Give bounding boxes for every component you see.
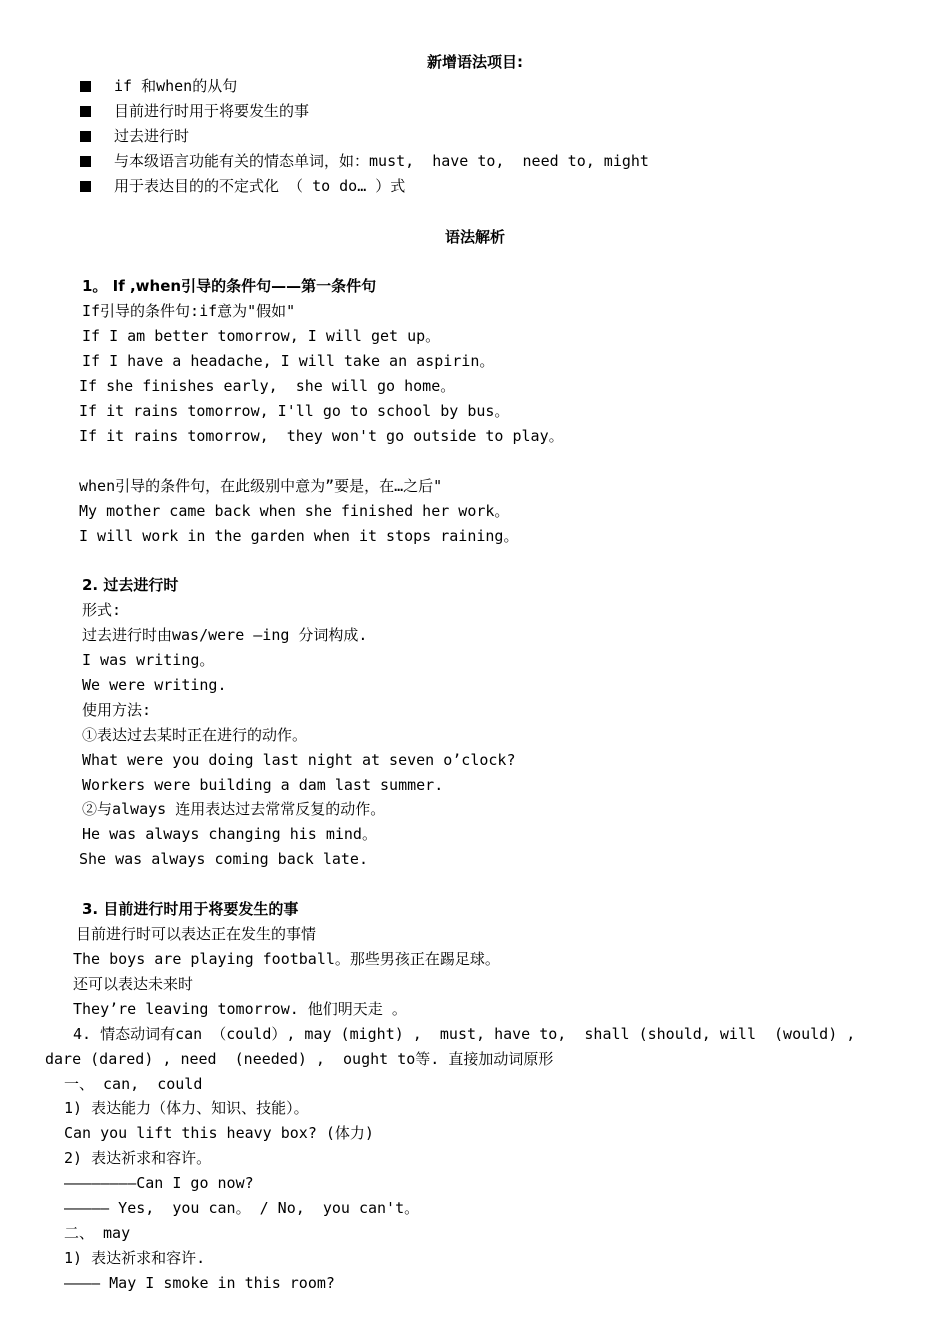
example-sentence: If it rains tomorrow, I'll go to school by bus。 [79, 402, 510, 420]
subsection-heading: 一、 can, could [64, 1075, 203, 1093]
example-sentence: My mother came back when she finished her work。 [79, 502, 510, 520]
example-sentence: They’re leaving tomorrow. 他们明天走 。 [73, 1000, 407, 1018]
text-line: 4. 情态动词有can （could）, may (might) , must, have to, shall (should, will (would) , [73, 1025, 856, 1043]
bullet-square-icon [80, 106, 91, 117]
text-line: ①表达过去某时正在进行的动作。 [82, 726, 308, 744]
example-sentence: ————————Can I go now? [64, 1174, 254, 1192]
text-line: when引导的条件句，在此级别中意为”要是，在…之后" [79, 477, 443, 495]
subsection-heading: 二、 may [64, 1224, 131, 1242]
text-line: dare (dared) , need (needed) , ought to等. 直接加动词原形 [45, 1050, 554, 1068]
text-line: ②与always 连用表达过去常常反复的动作。 [82, 800, 386, 818]
list-item: 与本级语言功能有关的情态单词，如：must, have to, need to, might [114, 152, 649, 170]
text-line: 形式: [82, 601, 122, 619]
list-item: if 和when的从句 [114, 77, 238, 95]
list-item: 过去进行时 [114, 127, 190, 145]
example-sentence: The boys are playing football。那些男孩正在踢足球。 [73, 950, 500, 968]
section-heading: 1。 If ,when引导的条件句——第一条件句 [82, 277, 377, 295]
example-sentence: Workers were building a dam last summer. [82, 776, 444, 794]
text-line: 1) 表达祈求和容许. [64, 1249, 206, 1267]
bullet-square-icon [80, 181, 91, 192]
example-sentence: We were writing. [82, 676, 227, 694]
text-line: 目前进行时可以表达正在发生的事情 [76, 925, 317, 943]
list-item: 用于表达目的的不定式化 （ to do… ）式 [114, 177, 406, 195]
example-sentence: Can you lift this heavy box? (体力) [64, 1124, 374, 1142]
example-sentence: ————— Yes, you can。 / No, you can't。 [64, 1199, 420, 1217]
example-sentence: If she finishes early, she will go home。 [79, 377, 456, 395]
text-line: If引导的条件句:if意为"假如" [82, 302, 296, 320]
example-sentence: She was always coming back late. [79, 850, 368, 868]
example-sentence: He was always changing his mind。 [82, 825, 377, 843]
example-sentence: I was writing。 [82, 651, 215, 669]
example-sentence: I will work in the garden when it stops raining。 [79, 527, 519, 545]
bullet-square-icon [80, 131, 91, 142]
bullet-square-icon [80, 81, 91, 92]
section-title: 语法解析 [444, 228, 505, 246]
example-sentence: If it rains tomorrow, they won't go outside to play。 [79, 427, 564, 445]
text-line: 还可以表达未来时 [73, 975, 194, 993]
page-title: 新增语法项目: [427, 53, 523, 71]
bullet-square-icon [80, 156, 91, 167]
example-sentence: If I am better tomorrow, I will get up。 [82, 327, 441, 345]
text-line: 2) 表达祈求和容许。 [64, 1149, 212, 1167]
example-sentence: If I have a headache, I will take an aspirin。 [82, 352, 495, 370]
section-heading: 2. 过去进行时 [82, 576, 179, 594]
text-line: 1) 表达能力（体力、知识、技能）。 [64, 1099, 309, 1117]
example-sentence: What were you doing last night at seven o’clock? [82, 751, 516, 769]
text-line: 过去进行时由was/were —ing 分词构成. [82, 626, 368, 644]
text-line: 使用方法: [82, 701, 152, 719]
section-heading: 3. 目前进行时用于将要发生的事 [82, 900, 299, 918]
list-item: 目前进行时用于将要发生的事 [114, 102, 310, 120]
example-sentence: ———— May I smoke in this room? [64, 1274, 335, 1292]
